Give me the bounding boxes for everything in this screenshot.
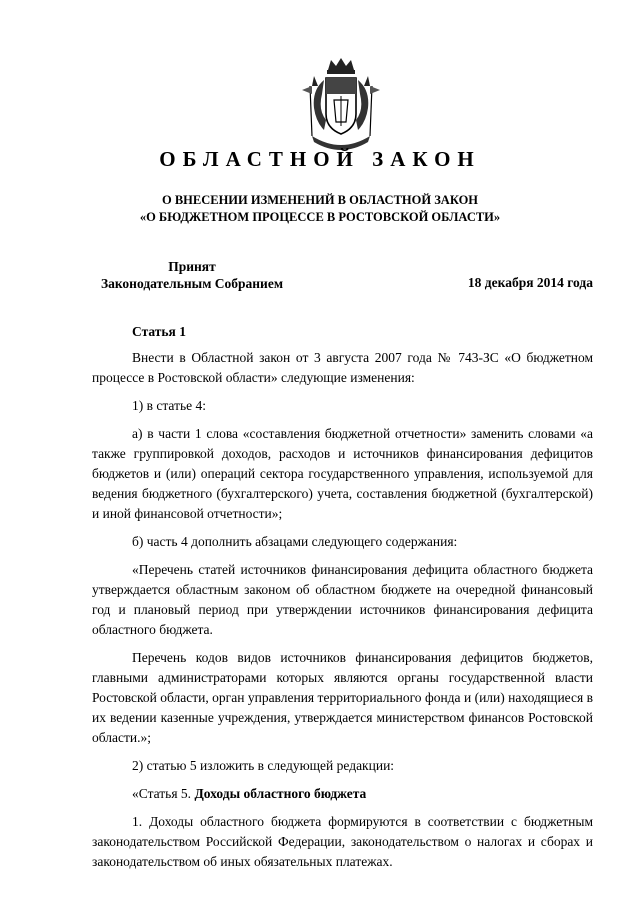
adoption-date: 18 декабря 2014 года [467, 275, 593, 290]
document-subtitle [0, 192, 640, 226]
paragraph: 1. Доходы областного бюджета формируются в соответствии с бюджетным законодательством Российской Федерации, законодательством о налогах и сборах и законодательством об иных обязательных платежах. [92, 814, 593, 869]
document-body [92, 322, 593, 880]
paragraph: «Перечень статей источников финансирования дефицита областного бюджета утверждается областным законом об областном бюджете на очередной финансовый год и плановый период при утверждении источников финансирования дефицита областного бюджета. [92, 562, 593, 637]
paragraph: Перечень кодов видов источников финансирования дефицитов бюджетов, главными администраторами которых являются органы государственной власти Ростовской области, орган управления территориального фонда и (или) находящиеся в их ведении казенные учреждения, утверждается министерством финансов Ростовской области.»; [92, 650, 593, 745]
article-5-heading [92, 784, 593, 804]
paragraph: а) в части 1 слова «составления бюджетной отчетности» заменить словами «а также группировкой доходов, расходов и источников финансирования дефицитов бюджетов и (или) операций сектора государственного управления, используемой для ведения бюджетного (бухгалтерского) учета, составления бюджетной (бухгалтерской) и иной финансовой отчетности»; [92, 426, 593, 521]
adopted-label: Принят [168, 259, 216, 274]
article-5-prefix: «Статья 5. [132, 786, 195, 801]
subtitle-line-1: О ВНЕСЕНИИ ИЗМЕНЕНИЙ В ОБЛАСТНОЙ ЗАКОН [161, 193, 479, 207]
paragraph: б) часть 4 дополнить абзацами следующего содержания: [132, 534, 458, 549]
paragraph: 1) в статье 4: [132, 398, 206, 413]
article-5-title: Доходы областного бюджета [194, 786, 367, 801]
article-heading: Статья 1 [132, 324, 186, 339]
adopted-by: Законодательным Собранием [100, 276, 284, 291]
document-title: ОБЛАСТНОЙ ЗАКОН [159, 147, 481, 171]
paragraph: 2) статью 5 изложить в следующей редакции: [132, 758, 395, 773]
paragraph: Внести в Областной закон от 3 августа 2007 года № 743-ЗС «О бюджетном процессе в Ростовской области» следующие изменения: [92, 350, 593, 385]
adoption-block [92, 258, 292, 292]
subtitle-line-2: «О БЮДЖЕТНОМ ПРОЦЕССЕ В РОСТОВСКОЙ ОБЛАСТИ» [139, 210, 501, 224]
rostov-coat-of-arms-icon [298, 56, 384, 160]
